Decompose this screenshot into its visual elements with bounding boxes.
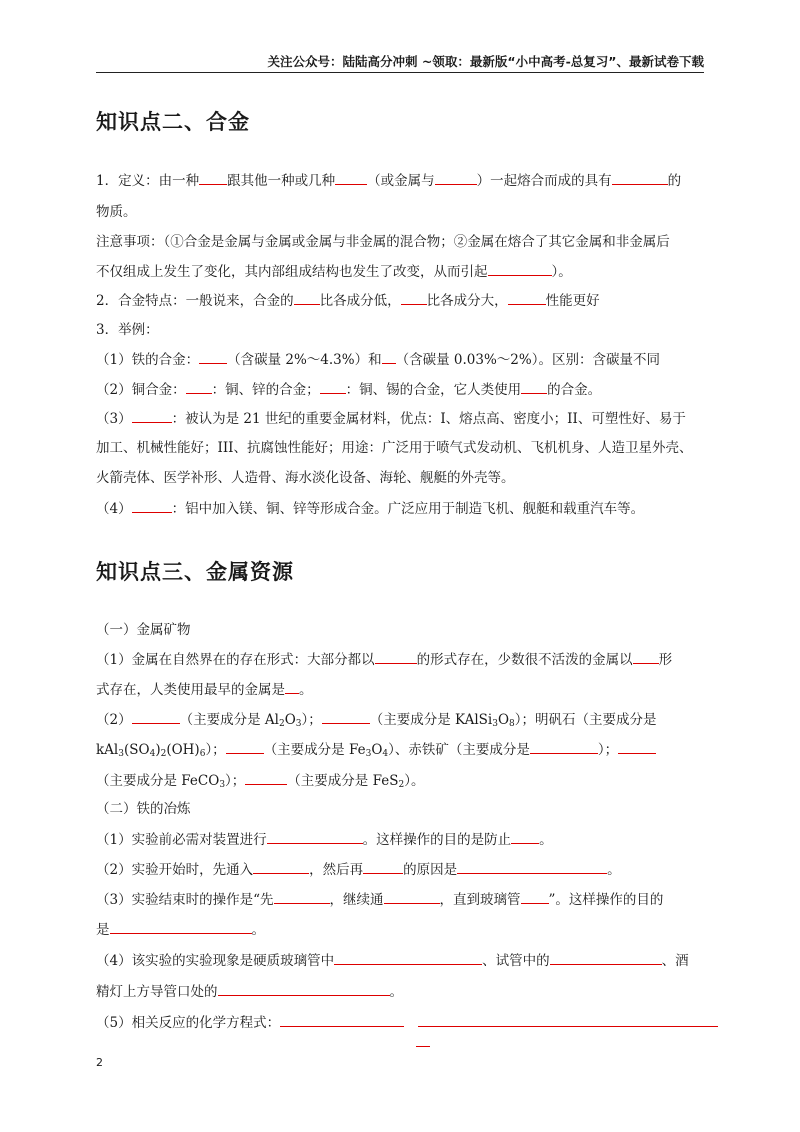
blank[interactable] (132, 409, 172, 423)
blank[interactable] (132, 710, 180, 724)
blank[interactable] (401, 291, 427, 305)
smelting-q3: （3）实验结束时的操作是“先 ，继续通 ，直到玻璃管 ”。这样操作的目的 (96, 892, 664, 908)
blank[interactable] (457, 860, 607, 874)
blank[interactable] (612, 171, 668, 185)
note-line: 注意事项：（①合金是金属与金属或金属与非金属的混合物；②金属在熔合了其它金属和非金属后 (96, 234, 670, 250)
smelting-q5: （5）相关反应的化学方程式： (96, 1013, 716, 1032)
blank[interactable] (382, 350, 396, 364)
blank[interactable] (375, 650, 417, 664)
header-rule (96, 72, 704, 73)
note-line-2: 不仅组成上发生了变化，其内部组成结构也发生了改变，从而引起 ）。 (96, 264, 572, 280)
blank[interactable] (334, 951, 482, 965)
blank[interactable] (320, 380, 346, 394)
subheading: （一）金属矿物 (96, 622, 191, 638)
blank[interactable] (199, 171, 227, 185)
iron-alloy-line: （1）铁的合金： （含碳量 2%～4.3%）和 （含碳量 0.03%～2%）。区别：含碳量不同 (96, 352, 660, 368)
smelting-q2: （2）实验开始时，先通入 ，然后再 的原因是 。 (96, 862, 621, 878)
blank[interactable] (294, 291, 320, 305)
text-line: 火箭壳体、医学补形、人造骨、海水淡化设备、海轮、舰艇的外壳等。 (96, 470, 515, 486)
ore-line-3: （主要成分是 FeCO$_3$）； （主要成分是 FeS$_2$）。 (96, 773, 425, 790)
blank[interactable] (384, 890, 440, 904)
blank[interactable] (280, 1013, 404, 1027)
blank[interactable] (530, 740, 598, 754)
blank[interactable] (322, 710, 370, 724)
text-line: 3．举例： (96, 322, 159, 338)
smelting-q1: （1）实验前必需对装置进行 。这样操作的目的是防止 。 (96, 832, 553, 848)
blank[interactable] (132, 499, 172, 513)
blank[interactable] (274, 890, 330, 904)
copper-alloy-line: （2）铜合金： ：铜、锌的合金； ：铜、锡的合金，它人类使用 的合金。 (96, 382, 602, 398)
blank[interactable] (418, 1013, 718, 1027)
blank[interactable] (110, 920, 252, 934)
blank[interactable] (245, 771, 287, 785)
smelting-q5-cont (416, 1033, 800, 1052)
blank[interactable] (435, 171, 477, 185)
blank[interactable] (199, 350, 227, 364)
blank[interactable] (521, 890, 549, 904)
blank[interactable] (521, 380, 547, 394)
blank[interactable] (618, 740, 656, 754)
blank[interactable] (226, 740, 264, 754)
blank[interactable] (267, 830, 363, 844)
blank[interactable] (633, 650, 659, 664)
ore-line-2: $kAl_3(SO_4)_2(OH)_6$）； （主要成分是 $Fe_3O_4$）、赤铁矿（主要成分是 ）； (96, 740, 716, 763)
page-number: 2 (96, 1056, 103, 1069)
ore-line: （2） （主要成分是 $Al_2O_3$）； （主要成分是 $KAlSi_3O_8$）；明矾石（主要成分是 (96, 712, 657, 729)
text-line: 物质。 (96, 204, 137, 220)
mineral-line-2: 式存在，人类使用最早的金属是 。 (96, 682, 313, 698)
blank[interactable] (488, 262, 552, 276)
blank[interactable] (416, 1033, 430, 1047)
page-header: 关注公众号：陆陆高分冲刺 ~领取：最新版“小中高考-总复习”、最新试卷下载 (267, 54, 704, 69)
blank[interactable] (285, 680, 299, 694)
blank[interactable] (253, 860, 309, 874)
text-line: 加工、机械性能好；III、抗腐蚀性能好；用途：广泛用于喷气式发动机、飞机机身、人造卫星外壳、 (96, 440, 693, 456)
smelting-q4-cont: 精灯上方导管口处的 。 (96, 984, 403, 1000)
blank[interactable] (508, 291, 546, 305)
blank[interactable] (186, 380, 212, 394)
aluminum-line: （4） ：铝中加入镁、铜、锌等形成合金。广泛应用于制造飞机、舰艇和载重汽车等。 (96, 501, 645, 517)
blank[interactable] (218, 982, 390, 996)
section-title-alloy: 知识点二、合金 (96, 110, 250, 134)
definition-line: 1．定义：由一种 跟其他一种或几种 （或金属与 ）一起熔合而成的具有 的 (96, 173, 682, 189)
smelting-q3-cont: 是 。 (96, 922, 265, 938)
feature-line: 2．合金特点：一般说来，合金的 比各成分低， 比各成分大， 性能更好 (96, 293, 600, 309)
section-title-resources: 知识点三、金属资源 (96, 560, 294, 584)
mineral-line: （1）金属在自然界在的存在形式：大部分都以 的形式存在，少数很不活泼的金属以 形 (96, 652, 673, 668)
blank[interactable] (511, 830, 539, 844)
blank[interactable] (550, 951, 662, 965)
subheading: （二）铁的冶炼 (96, 801, 191, 817)
smelting-q4: （4）该实验的实验现象是硬质玻璃管中 、试管中的 、酒 (96, 953, 689, 969)
titanium-line: （3） ：被认为是 21 世纪的重要金属材料，优点：I、熔点高、密度小；II、可塑性好、易于 (96, 411, 686, 427)
blank[interactable] (363, 860, 403, 874)
blank[interactable] (335, 171, 367, 185)
